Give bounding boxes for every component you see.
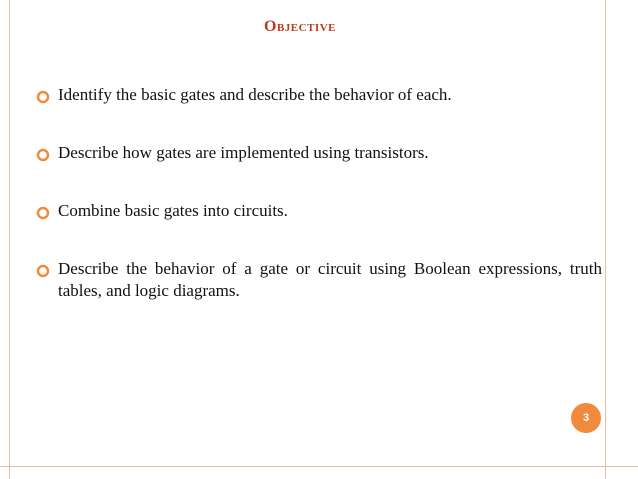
diamond-bullet-icon xyxy=(36,262,50,276)
bullet-item xyxy=(40,84,602,106)
slide-title: Objective xyxy=(264,18,336,35)
diamond-bullet-icon xyxy=(36,88,50,102)
bullet-item xyxy=(40,142,602,164)
bullet-item xyxy=(40,258,602,302)
diamond-bullet-icon xyxy=(36,204,50,218)
bullet-item xyxy=(40,200,602,222)
diamond-bullet-icon xyxy=(36,146,50,160)
bullet-text: Describe the behavior of a gate or circuit using Boolean expressions, truth tables, and logic diagrams. xyxy=(58,259,602,300)
bullet-text: Combine basic gates into circuits. xyxy=(58,201,288,220)
frame-left-line xyxy=(9,0,10,479)
bullet-text: Identify the basic gates and describe the behavior of each. xyxy=(58,85,452,104)
bullet-text: Describe how gates are implemented using transistors. xyxy=(58,143,429,162)
bullet-list xyxy=(40,80,602,302)
frame-bottom-line xyxy=(0,466,638,467)
page-number-badge: 3 xyxy=(571,403,601,433)
frame-right-line xyxy=(605,0,606,479)
